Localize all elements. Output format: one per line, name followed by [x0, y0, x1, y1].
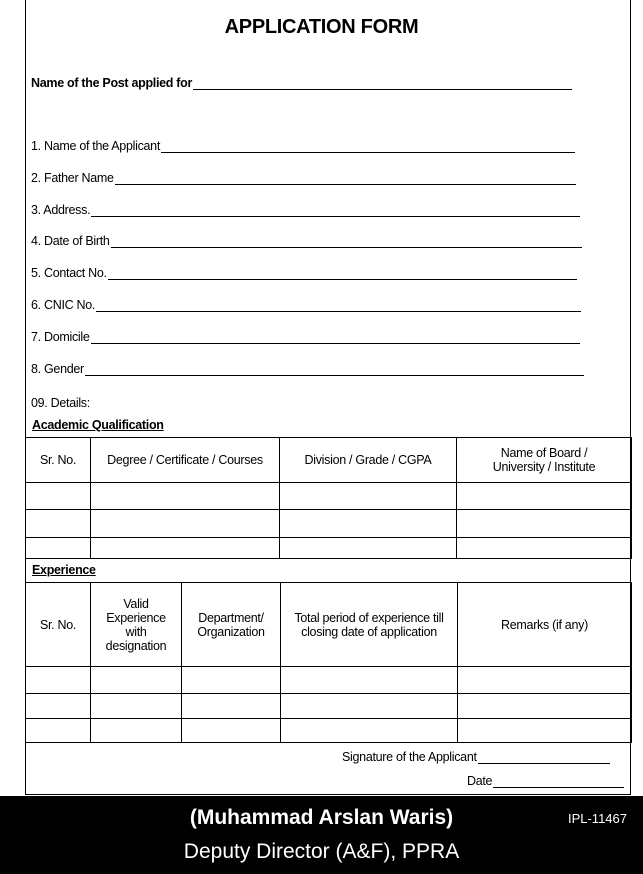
- officer-name: (Muhammad Arslan Waris): [189, 806, 454, 829]
- officer-designation: Deputy Director (A&F), PPRA: [183, 840, 460, 863]
- table-row: [26, 538, 632, 559]
- experience-table: [25, 582, 632, 743]
- table-cell[interactable]: [26, 667, 91, 694]
- table-cell[interactable]: [457, 483, 632, 510]
- field-label: 5. Contact No.: [31, 266, 107, 280]
- table-cell[interactable]: [182, 719, 281, 743]
- form-field-1[interactable]: [31, 139, 575, 153]
- column-header: Degree / Certificate / Courses: [91, 438, 280, 483]
- academic-heading: Academic Qualification: [32, 418, 164, 432]
- table-row: [26, 694, 632, 719]
- table-cell[interactable]: [457, 538, 632, 559]
- post-applied-field[interactable]: [31, 76, 572, 90]
- column-header: Valid Experience with designation: [91, 583, 182, 667]
- form-field-3[interactable]: [31, 203, 580, 217]
- footer-banner: [0, 796, 643, 874]
- column-header: Division / Grade / CGPA: [280, 438, 457, 483]
- table-cell[interactable]: [26, 538, 91, 559]
- column-header: Sr. No.: [26, 583, 91, 667]
- table-cell[interactable]: [26, 510, 91, 538]
- table-cell[interactable]: [26, 483, 91, 510]
- field-label: 6. CNIC No.: [31, 298, 96, 312]
- signature-line[interactable]: [478, 751, 610, 764]
- table-cell[interactable]: [91, 538, 280, 559]
- post-applied-label: Name of the Post applied for: [31, 76, 193, 90]
- table-cell[interactable]: [91, 719, 182, 743]
- field-label: 3. Address.: [31, 203, 91, 217]
- table-cell[interactable]: [281, 694, 458, 719]
- field-line[interactable]: [91, 204, 580, 217]
- experience-heading: Experience: [32, 563, 96, 577]
- form-field-7[interactable]: [31, 330, 580, 344]
- date-line[interactable]: [493, 775, 624, 788]
- column-header: Total period of experience till closing date of application: [281, 583, 458, 667]
- form-field-5[interactable]: [31, 266, 577, 280]
- table-cell[interactable]: [457, 510, 632, 538]
- field-line[interactable]: [85, 363, 584, 376]
- table-cell[interactable]: [280, 483, 457, 510]
- advert-code: IPL-11467: [567, 811, 627, 826]
- table-row: [26, 483, 632, 510]
- post-applied-line[interactable]: [193, 77, 572, 90]
- table-cell[interactable]: [281, 667, 458, 694]
- academic-qualification-table: [25, 437, 632, 559]
- signature-label: Signature of the Applicant: [342, 750, 477, 764]
- table-cell[interactable]: [91, 694, 182, 719]
- field-line[interactable]: [96, 299, 581, 312]
- table-cell[interactable]: [91, 667, 182, 694]
- table-cell[interactable]: [26, 719, 91, 743]
- table-cell[interactable]: [91, 483, 280, 510]
- table-row: [26, 667, 632, 694]
- field-line[interactable]: [111, 235, 582, 248]
- table-cell[interactable]: [458, 667, 632, 694]
- column-header: Name of Board / University / Institute: [457, 438, 632, 483]
- field-line[interactable]: [91, 331, 580, 344]
- date-label: Date: [467, 774, 493, 788]
- form-field-6[interactable]: [31, 298, 581, 312]
- field-line[interactable]: [108, 267, 577, 280]
- field-label: 8. Gender: [31, 362, 84, 376]
- form-field-8[interactable]: [31, 362, 584, 376]
- column-header: Sr. No.: [26, 438, 91, 483]
- table-cell[interactable]: [458, 694, 632, 719]
- table-row: [26, 719, 632, 743]
- form-title: APPLICATION FORM: [224, 16, 419, 38]
- signature-field[interactable]: [342, 750, 610, 764]
- table-cell[interactable]: [281, 719, 458, 743]
- table-cell[interactable]: [280, 538, 457, 559]
- date-field[interactable]: [467, 774, 624, 788]
- column-header: Department/ Organization: [182, 583, 281, 667]
- field-label: 2. Father Name: [31, 171, 114, 185]
- field-line[interactable]: [161, 140, 575, 153]
- table-cell[interactable]: [182, 667, 281, 694]
- field-label: 7. Domicile: [31, 330, 90, 344]
- table-cell[interactable]: [458, 719, 632, 743]
- table-row: [26, 510, 632, 538]
- column-header: Remarks (if any): [458, 583, 632, 667]
- field-label: 1. Name of the Applicant: [31, 139, 160, 153]
- details-label: 09. Details:: [31, 396, 90, 410]
- field-label: 4. Date of Birth: [31, 234, 110, 248]
- table-cell[interactable]: [280, 510, 457, 538]
- form-field-2[interactable]: [31, 171, 576, 185]
- form-field-4[interactable]: [31, 234, 582, 248]
- table-cell[interactable]: [91, 510, 280, 538]
- table-cell[interactable]: [26, 694, 91, 719]
- field-line[interactable]: [115, 172, 576, 185]
- table-cell[interactable]: [182, 694, 281, 719]
